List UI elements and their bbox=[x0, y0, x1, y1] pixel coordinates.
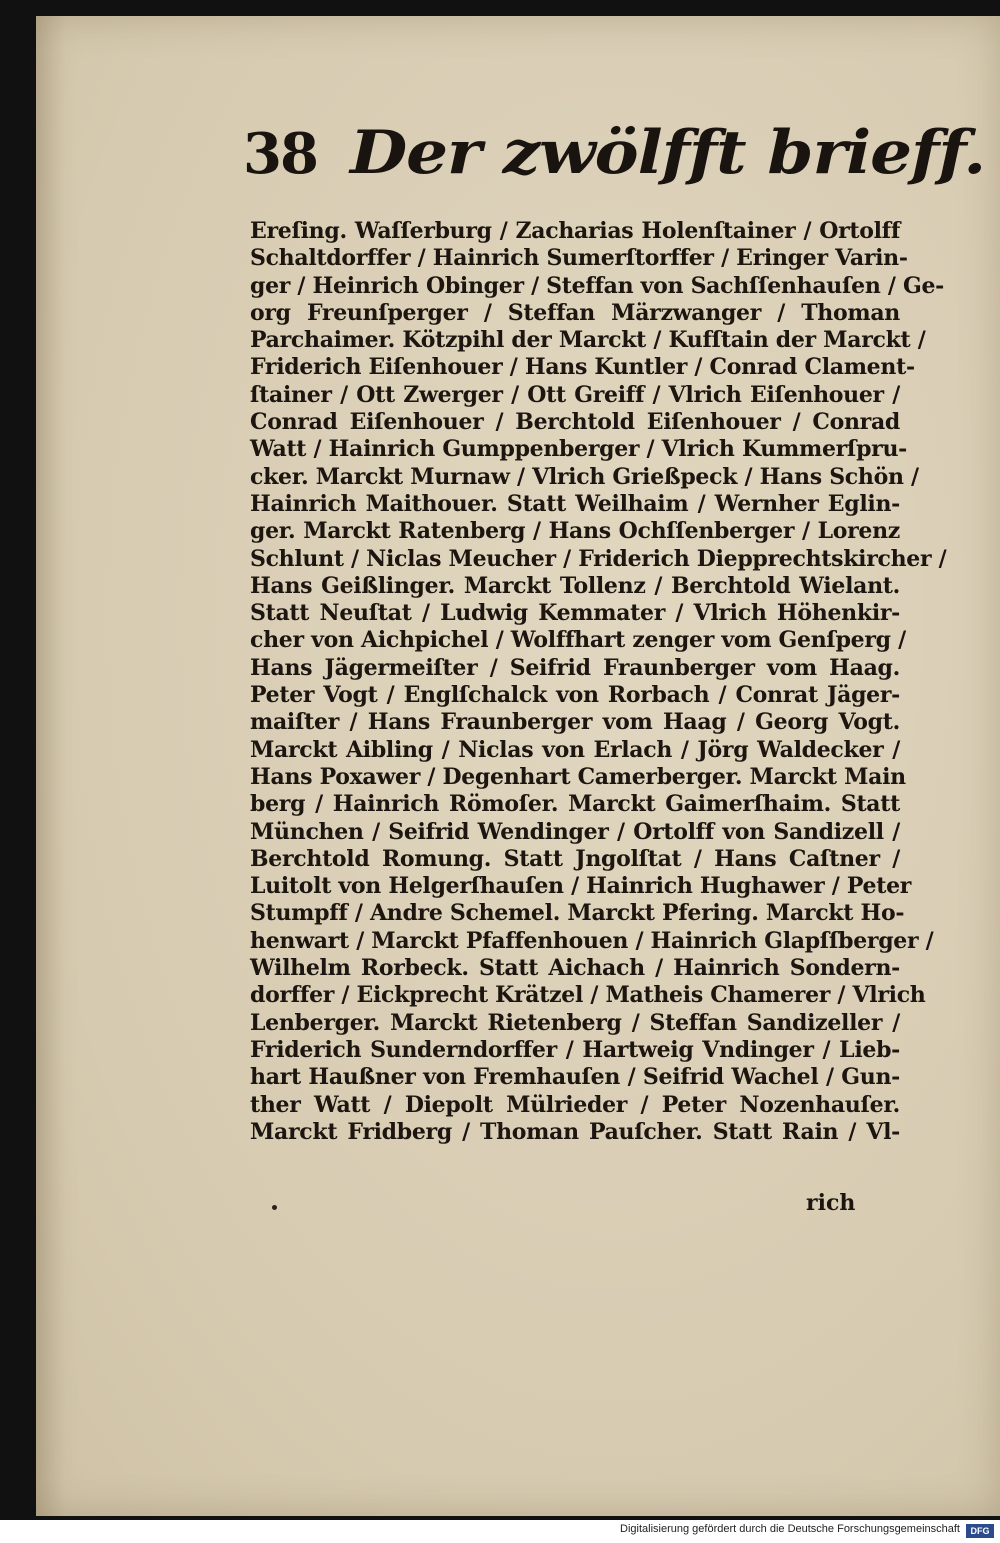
text-line: Ereſing. Waſſerburg / Zacharias Holenſtainer / Ortolff bbox=[250, 218, 900, 244]
dfg-logo[interactable]: DFG bbox=[966, 1524, 994, 1538]
text-line: Schlunt / Niclas Meucher / Friderich Diepprechtskircher / bbox=[250, 545, 947, 572]
catchword: rich bbox=[806, 1190, 856, 1216]
text-line: Stumpff / Andre Schemel. Marckt Pfering. Marckt Ho- bbox=[250, 900, 905, 927]
text-line: ger / Heinrich Obinger / Steffan von Sachſſenhauſen / Ge- bbox=[250, 272, 945, 299]
text-line: hart Haußner von Fremhauſen / Seifrid Wachel / Gun- bbox=[250, 1064, 900, 1091]
running-title: Der zwölfft brieff. bbox=[350, 118, 986, 188]
text-line: Marckt Aibling / Niclas von Erlach / Jörg Waldecker / bbox=[250, 736, 900, 763]
text-line: ther Watt / Diepolt Mülrieder / Peter Nozenhauſer. bbox=[250, 1091, 900, 1118]
text-line: ger. Marckt Ratenberg / Hans Ochſſenberger / Lorenz bbox=[250, 518, 900, 545]
page-header bbox=[243, 118, 986, 218]
text-line: Wilhelm Rorbeck. Statt Aichach / Hainrich Sondern- bbox=[250, 955, 900, 982]
text-line: org Freunſperger / Steffan Märzwanger / Thoman bbox=[250, 299, 900, 326]
text-line: ſtainer / Ott Zwerger / Ott Greiff / Vlrich Eiſenhouer / bbox=[250, 381, 900, 408]
text-line: Parchaimer. Kötzpihl der Marckt / Kufſtain der Marckt / bbox=[250, 327, 926, 354]
text-line: maiſter / Hans Fraunberger vom Haag / Georg Vogt. bbox=[250, 709, 900, 736]
text-line: Friderich Eiſenhouer / Hans Kuntler / Conrad Clament- bbox=[250, 354, 915, 381]
text-line: Marckt Fridberg / Thoman Pauſcher. Statt Rain / Vl- bbox=[250, 1118, 900, 1145]
body-text bbox=[250, 218, 947, 1146]
text-line: Watt / Hainrich Gumppenberger / Vlrich Kummerſpru- bbox=[250, 436, 907, 463]
text-line: cker. Marckt Murnaw / Vlrich Grießpeck / Hans Schön / bbox=[250, 463, 919, 490]
page-number: 38 bbox=[243, 121, 317, 187]
text-line: Conrad Eiſenhouer / Berchtold Eiſenhouer / Conrad bbox=[250, 409, 900, 436]
text-line: Peter Vogt / Englſchalck von Rorbach / Conrat Jäger- bbox=[250, 682, 900, 709]
text-line: München / Seifrid Wendinger / Ortolff von Sandizell / bbox=[250, 818, 900, 845]
footer-bar bbox=[0, 1520, 1000, 1543]
text-line: henwart / Marckt Pfaffenhouen / Hainrich Glapſſberger / bbox=[250, 927, 934, 954]
funding-notice: Digitalisierung gefördert durch die Deutsche Forschungsgemeinschaft bbox=[620, 1523, 960, 1535]
text-line: Hans Poxawer / Degenhart Camerberger. Marckt Main bbox=[250, 763, 906, 790]
text-line: Friderich Sunderndorffer / Hartweig Vndinger / Lieb- bbox=[250, 1036, 900, 1063]
text-line: Schaltdorffer / Hainrich Sumerſtorffer / Eringer Varin- bbox=[250, 245, 908, 272]
text-line: Hans Geißlinger. Marckt Tollenz / Berchtold Wielant. bbox=[250, 572, 900, 599]
text-line: Hainrich Maithouer. Statt Weilhaim / Wernher Eglin- bbox=[250, 490, 900, 517]
text-line: Berchtold Romung. Statt Jngolſtat / Hans Caſtner / bbox=[250, 845, 900, 872]
text-line: dorffer / Eickprecht Krätzel / Matheis Chamerer / Vlrich bbox=[250, 982, 926, 1009]
text-line: Hans Jägermeiſter / Seifrid Fraunberger vom Haag. bbox=[250, 654, 900, 681]
text-line: berg / Hainrich Römoſer. Marckt Gaimerſhaim. Statt bbox=[250, 791, 900, 818]
text-line: Luitolt von Helgerſhauſen / Hainrich Hughawer / Peter bbox=[250, 873, 912, 900]
ink-mark bbox=[272, 1205, 277, 1210]
text-line: Statt Neuſtat / Ludwig Kemmater / Vlrich Höhenkir- bbox=[250, 600, 900, 627]
text-line: cher von Aichpichel / Wolffhart zenger vom Genſperg / bbox=[250, 627, 906, 654]
text-line: Lenberger. Marckt Rietenberg / Steffan Sandizeller / bbox=[250, 1009, 900, 1036]
